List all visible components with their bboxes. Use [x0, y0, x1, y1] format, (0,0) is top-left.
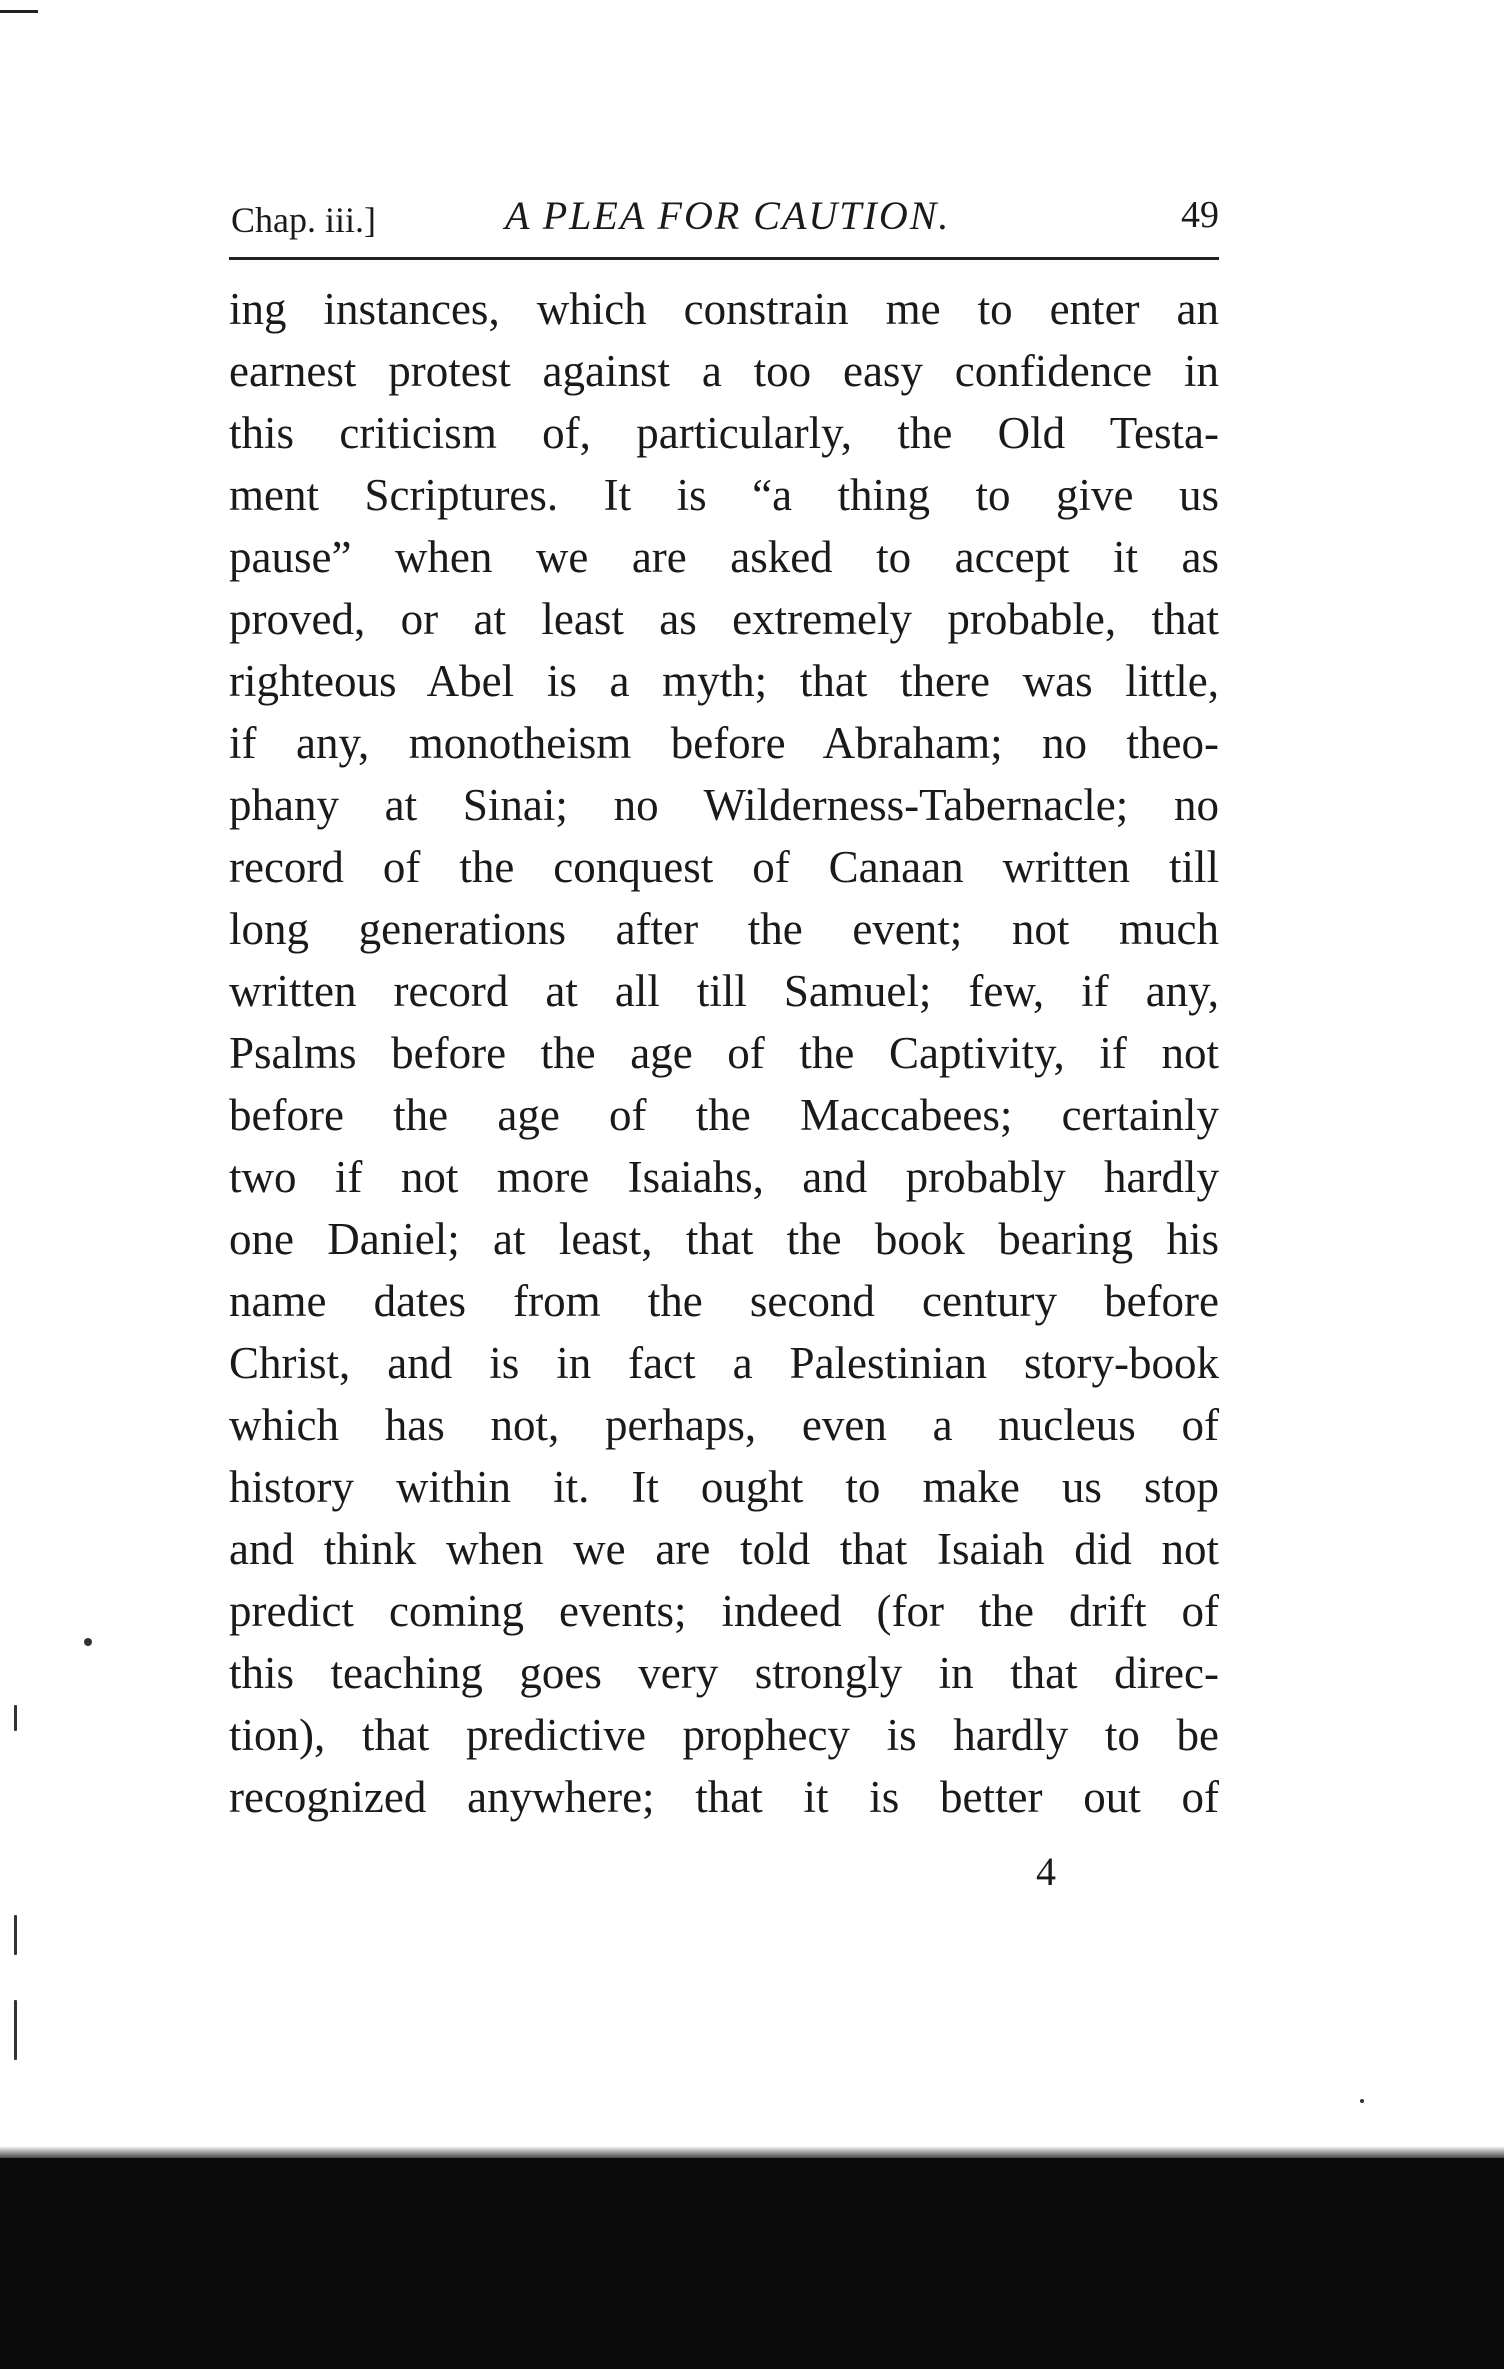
text-line: before the age of the Maccabees; certainly [229, 1090, 1219, 1140]
text-line: recognized anywhere; that it is better out of [229, 1772, 1219, 1822]
text-line: name dates from the second century before [229, 1276, 1219, 1326]
text-line: history within it. It ought to make us stop [229, 1462, 1219, 1512]
text-line: this criticism of, particularly, the Old Testa- [229, 408, 1219, 458]
running-title: A PLEA FOR CAUTION. [505, 193, 951, 238]
scan-speck [14, 1915, 17, 1955]
text-line: one Daniel; at least, that the book bearing his [229, 1214, 1219, 1264]
page-number: 49 [1181, 194, 1219, 236]
text-line: if any, monotheism before Abraham; no theo- [229, 718, 1219, 768]
text-line: proved, or at least as extremely probable, that [229, 594, 1219, 644]
header-rule [229, 257, 1219, 260]
text-line: pause” when we are asked to accept it as [229, 532, 1219, 582]
text-line: two if not more Isaiahs, and probably hardly [229, 1152, 1219, 1202]
scan-speck [14, 1705, 17, 1731]
text-line: record of the conquest of Canaan written till [229, 842, 1219, 892]
scan-speck [14, 2000, 17, 2060]
text-line: Christ, and is in fact a Palestinian story-book [229, 1338, 1219, 1388]
signature-mark: 4 [1036, 1849, 1056, 1894]
corner-scan-mark [0, 10, 38, 13]
text-line: and think when we are told that Isaiah did not [229, 1524, 1219, 1574]
text-line: ing instances, which constrain me to enter an [229, 284, 1219, 334]
text-line: tion), that predictive prophecy is hardly to be [229, 1710, 1219, 1760]
text-line: this teaching goes very strongly in that direc- [229, 1648, 1219, 1698]
body-text [229, 278, 1219, 1828]
text-line: predict coming events; indeed (for the drift of [229, 1586, 1219, 1636]
text-line: Psalms before the age of the Captivity, if not [229, 1028, 1219, 1078]
text-line: phany at Sinai; no Wilderness-Tabernacle; no [229, 780, 1219, 830]
scan-speck [1360, 2099, 1364, 2103]
scan-speck [84, 1638, 92, 1646]
running-head [231, 185, 1219, 245]
text-line: earnest protest against a too easy confidence in [229, 346, 1219, 396]
text-line: righteous Abel is a myth; that there was little, [229, 656, 1219, 706]
chapter-reference: Chap. iii.] [231, 200, 376, 240]
text-line: which has not, perhaps, even a nucleus of [229, 1400, 1219, 1450]
scan-shadow-band [0, 2158, 1504, 2369]
text-line: written record at all till Samuel; few, if any, [229, 966, 1219, 1016]
text-line: ment Scriptures. It is “a thing to give us [229, 470, 1219, 520]
text-line: long generations after the event; not much [229, 904, 1219, 954]
